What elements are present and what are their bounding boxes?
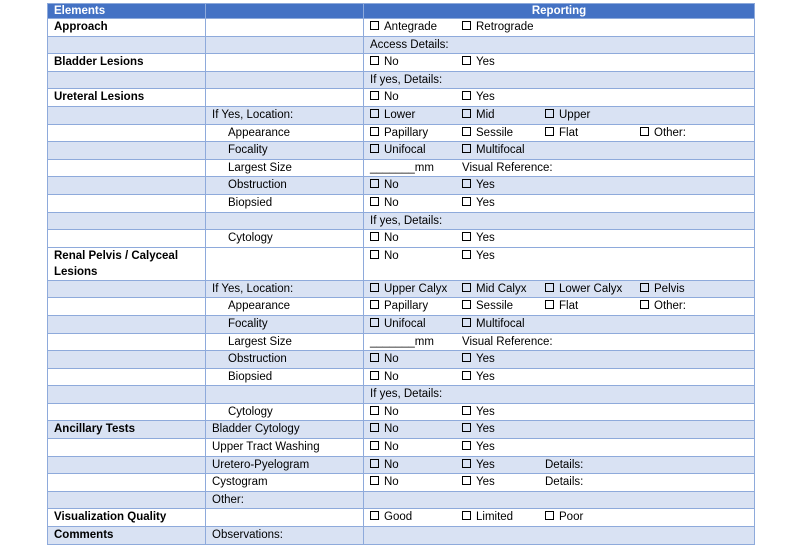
checkbox-option[interactable] xyxy=(370,248,399,264)
checkbox-option[interactable] xyxy=(370,177,399,193)
option-label: No xyxy=(384,405,399,418)
checkbox-option[interactable] xyxy=(370,107,415,123)
option-label: Visual Reference: xyxy=(462,161,553,174)
option-label: _______mm xyxy=(370,335,434,348)
element-name-cell xyxy=(48,456,206,474)
element-name-cell xyxy=(48,142,206,160)
option-label: Yes xyxy=(476,196,495,209)
reporting-cell xyxy=(364,54,755,72)
checkbox-icon[interactable] xyxy=(545,300,554,309)
checkbox-option[interactable] xyxy=(462,281,526,297)
option-label: Flat xyxy=(559,300,579,313)
option-label: _______mm xyxy=(370,161,434,174)
checkbox-icon[interactable] xyxy=(462,511,471,520)
option-label: Mid xyxy=(476,108,495,121)
reporting-cell xyxy=(364,36,755,54)
reporting-cell xyxy=(364,194,755,212)
option-label: If yes, Details: xyxy=(370,214,443,227)
table-row xyxy=(48,212,755,230)
sub-element-cell: Upper Tract Washing xyxy=(206,439,364,457)
element-name-cell xyxy=(48,315,206,333)
reporting-field-label xyxy=(545,457,583,473)
reporting-cell xyxy=(364,19,755,37)
reporting-cell xyxy=(364,368,755,386)
sub-element-cell: Focality xyxy=(206,142,364,160)
option-label: Yes xyxy=(476,353,495,366)
table-row xyxy=(48,159,755,177)
reporting-cell xyxy=(364,315,755,333)
sub-element-cell: Uretero-Pyelogram xyxy=(206,456,364,474)
table-row xyxy=(48,247,755,280)
reporting-field-label xyxy=(462,160,553,176)
sub-element-cell: Appearance xyxy=(206,124,364,142)
reporting-cell xyxy=(364,456,755,474)
option-label: Yes xyxy=(476,91,495,104)
checkbox-option[interactable] xyxy=(462,19,534,35)
option-label: No xyxy=(384,91,399,104)
checkbox-option[interactable] xyxy=(545,281,622,297)
checkbox-icon[interactable] xyxy=(462,91,471,100)
option-label: Yes xyxy=(476,476,495,489)
checkbox-icon[interactable] xyxy=(462,250,471,259)
reporting-cell xyxy=(364,474,755,492)
checkbox-option[interactable] xyxy=(462,404,495,420)
element-name-cell xyxy=(48,124,206,142)
table-row xyxy=(48,421,755,439)
checkbox-icon[interactable] xyxy=(640,127,649,136)
element-name-cell xyxy=(48,177,206,195)
checkbox-option[interactable] xyxy=(370,316,426,332)
checkbox-icon[interactable] xyxy=(462,300,471,309)
sub-element-cell: Biopsied xyxy=(206,368,364,386)
element-name-cell: Comments xyxy=(48,527,206,545)
reporting-cell xyxy=(364,159,755,177)
table-row xyxy=(48,386,755,404)
checkbox-icon[interactable] xyxy=(462,476,471,485)
option-label: Visual Reference: xyxy=(462,335,553,348)
table-row xyxy=(48,403,755,421)
reporting-cell xyxy=(364,333,755,351)
checkbox-icon[interactable] xyxy=(370,232,379,241)
reporting-cell xyxy=(364,106,755,124)
option-label: Yes xyxy=(476,179,495,192)
checkbox-option[interactable] xyxy=(545,509,583,525)
checkbox-option[interactable] xyxy=(370,474,399,490)
checkbox-option[interactable] xyxy=(640,281,685,297)
reporting-field-label xyxy=(370,334,434,350)
checkbox-icon[interactable] xyxy=(462,459,471,468)
sub-element-cell xyxy=(206,54,364,72)
checkbox-option[interactable] xyxy=(462,439,495,455)
reporting-cell xyxy=(364,212,755,230)
reporting-cell xyxy=(364,247,755,280)
option-label: No xyxy=(384,196,399,209)
checkbox-option[interactable] xyxy=(462,457,495,473)
option-label: No xyxy=(384,56,399,69)
element-name-cell xyxy=(48,71,206,89)
checkbox-icon[interactable] xyxy=(370,250,379,259)
checkbox-option[interactable] xyxy=(370,509,412,525)
reporting-cell xyxy=(364,403,755,421)
checkbox-option[interactable] xyxy=(370,421,399,437)
checkbox-icon[interactable] xyxy=(370,144,379,153)
checkbox-icon[interactable] xyxy=(462,21,471,30)
table-row xyxy=(48,527,755,545)
sub-element-cell xyxy=(206,509,364,527)
checkbox-icon[interactable] xyxy=(370,511,379,520)
checkbox-option[interactable] xyxy=(462,369,495,385)
option-label: Pelvis xyxy=(654,282,685,295)
table-row xyxy=(48,280,755,298)
table-row xyxy=(48,106,755,124)
element-name-cell xyxy=(48,212,206,230)
checkbox-icon[interactable] xyxy=(462,406,471,415)
option-label: Good xyxy=(384,511,413,524)
sub-element-cell: If Yes, Location: xyxy=(206,280,364,298)
table-row xyxy=(48,315,755,333)
option-label: Yes xyxy=(476,441,495,454)
sub-element-cell: Observations: xyxy=(206,527,364,545)
checkbox-option[interactable] xyxy=(370,54,399,70)
checkbox-icon[interactable] xyxy=(462,283,471,292)
sub-element-cell: Focality xyxy=(206,315,364,333)
reporting-cell xyxy=(364,177,755,195)
option-label: No xyxy=(384,353,399,366)
checkbox-icon[interactable] xyxy=(462,179,471,188)
checkbox-option[interactable] xyxy=(370,439,399,455)
reporting-cell xyxy=(364,71,755,89)
option-label: Multifocal xyxy=(476,317,525,330)
checkbox-icon[interactable] xyxy=(370,283,379,292)
reporting-field-label xyxy=(370,72,442,88)
option-label: No xyxy=(384,441,399,454)
table-row xyxy=(48,142,755,160)
checkbox-icon[interactable] xyxy=(370,476,379,485)
checkbox-icon[interactable] xyxy=(462,144,471,153)
checkbox-option[interactable] xyxy=(462,509,513,525)
sub-element-cell: Appearance xyxy=(206,298,364,316)
option-label: Unifocal xyxy=(384,317,426,330)
checkbox-option[interactable] xyxy=(462,89,495,105)
checkbox-icon[interactable] xyxy=(545,109,554,118)
checkbox-icon[interactable] xyxy=(462,197,471,206)
header-blank xyxy=(206,4,364,19)
option-label: Upper Calyx xyxy=(384,282,448,295)
checkbox-icon[interactable] xyxy=(370,459,379,468)
checkbox-option[interactable] xyxy=(462,195,495,211)
option-label: Multifocal xyxy=(476,144,525,157)
checkbox-option[interactable] xyxy=(370,404,399,420)
checkbox-icon[interactable] xyxy=(545,127,554,136)
sub-element-cell xyxy=(206,386,364,404)
option-label: No xyxy=(384,179,399,192)
checkbox-icon[interactable] xyxy=(370,318,379,327)
sub-element-cell: Largest Size xyxy=(206,333,364,351)
element-name-cell xyxy=(48,36,206,54)
element-name-cell xyxy=(48,474,206,492)
reporting-cell xyxy=(364,298,755,316)
reporting-field-label xyxy=(370,160,434,176)
option-label: No xyxy=(384,423,399,436)
option-label: Yes xyxy=(476,249,495,262)
checkbox-icon[interactable] xyxy=(462,423,471,432)
checkbox-option[interactable] xyxy=(462,142,525,158)
element-name-cell xyxy=(48,159,206,177)
element-name-cell xyxy=(48,368,206,386)
checkbox-icon[interactable] xyxy=(640,283,649,292)
checkbox-icon[interactable] xyxy=(370,371,379,380)
table-body xyxy=(48,19,755,545)
checkbox-icon[interactable] xyxy=(462,232,471,241)
reporting-cell xyxy=(364,351,755,369)
checkbox-option[interactable] xyxy=(462,125,513,141)
checkbox-option[interactable] xyxy=(545,107,590,123)
table-row xyxy=(48,298,755,316)
checkbox-option[interactable] xyxy=(545,125,578,141)
sub-element-cell xyxy=(206,71,364,89)
checkbox-option[interactable] xyxy=(370,19,437,35)
table-row xyxy=(48,474,755,492)
table-row xyxy=(48,230,755,248)
option-label: Other: xyxy=(654,300,686,313)
element-name-cell xyxy=(48,298,206,316)
option-label: Lower xyxy=(384,108,416,121)
checkbox-option[interactable] xyxy=(370,281,447,297)
option-label: Other: xyxy=(654,126,686,139)
checkbox-option[interactable] xyxy=(370,351,399,367)
sub-element-cell: Biopsied xyxy=(206,194,364,212)
option-label: Sessile xyxy=(476,300,514,313)
option-label: Yes xyxy=(476,370,495,383)
checkbox-option[interactable] xyxy=(462,298,513,314)
option-label: Unifocal xyxy=(384,144,426,157)
reporting-cell xyxy=(364,124,755,142)
option-label: Papillary xyxy=(384,126,429,139)
sub-element-cell: Cytology xyxy=(206,403,364,421)
option-label: Mid Calyx xyxy=(476,282,527,295)
element-name-cell: Ancillary Tests xyxy=(48,421,206,439)
option-label: Yes xyxy=(476,56,495,69)
checkbox-icon[interactable] xyxy=(462,441,471,450)
checkbox-icon[interactable] xyxy=(370,423,379,432)
element-name-cell xyxy=(48,230,206,248)
reporting-cell xyxy=(364,509,755,527)
table-row xyxy=(48,89,755,107)
checkbox-option[interactable] xyxy=(545,298,578,314)
element-name-cell xyxy=(48,403,206,421)
sub-element-cell xyxy=(206,19,364,37)
table-row xyxy=(48,509,755,527)
checkbox-option[interactable] xyxy=(370,125,428,141)
table-header-row xyxy=(48,4,755,19)
sub-element-cell: Cystogram xyxy=(206,474,364,492)
table-row xyxy=(48,368,755,386)
checkbox-option[interactable] xyxy=(462,230,495,246)
element-name-cell xyxy=(48,280,206,298)
element-name-cell: Ureteral Lesions xyxy=(48,89,206,107)
sub-element-cell: Cytology xyxy=(206,230,364,248)
option-label: Details: xyxy=(545,458,584,471)
reporting-field-label xyxy=(370,213,442,229)
table-row xyxy=(48,194,755,212)
checkbox-option[interactable] xyxy=(370,369,399,385)
element-name-cell: Approach xyxy=(48,19,206,37)
table-row xyxy=(48,124,755,142)
checkbox-option[interactable] xyxy=(370,298,428,314)
checkbox-option[interactable] xyxy=(370,142,426,158)
element-name-cell xyxy=(48,439,206,457)
element-name-cell: Renal Pelvis / Calyceal Lesions xyxy=(48,247,206,280)
reporting-field-label xyxy=(462,334,553,350)
option-label: No xyxy=(384,249,399,262)
checkbox-option[interactable] xyxy=(370,457,399,473)
reporting-cell xyxy=(364,421,755,439)
reporting-cell xyxy=(364,89,755,107)
checkbox-option[interactable] xyxy=(640,125,686,141)
table-row xyxy=(48,491,755,509)
checkbox-icon[interactable] xyxy=(370,127,379,136)
table-row xyxy=(48,439,755,457)
checkbox-icon[interactable] xyxy=(370,109,379,118)
option-label: Limited xyxy=(476,511,514,524)
option-label: Retrograde xyxy=(476,21,534,33)
reporting-cell xyxy=(364,386,755,404)
table-row xyxy=(48,71,755,89)
checkbox-option[interactable] xyxy=(370,230,399,246)
header-reporting: Reporting xyxy=(364,4,755,19)
table-row xyxy=(48,333,755,351)
reporting-field-label xyxy=(370,37,449,53)
option-label: Sessile xyxy=(476,126,514,139)
reporting-form-table xyxy=(47,3,755,545)
option-label: Poor xyxy=(559,511,584,524)
sub-element-cell: Largest Size xyxy=(206,159,364,177)
option-label: Lower Calyx xyxy=(559,282,623,295)
reporting-field-label xyxy=(545,474,583,490)
checkbox-icon[interactable] xyxy=(370,21,379,30)
sub-element-cell: Other: xyxy=(206,491,364,509)
checkbox-option[interactable] xyxy=(462,248,495,264)
option-label: No xyxy=(384,458,399,471)
reporting-cell xyxy=(364,230,755,248)
table-row xyxy=(48,19,755,37)
option-label: Flat xyxy=(559,126,579,139)
reporting-field-label xyxy=(370,386,442,402)
sub-element-cell xyxy=(206,247,364,280)
checkbox-icon[interactable] xyxy=(462,127,471,136)
checkbox-icon[interactable] xyxy=(545,283,554,292)
checkbox-icon[interactable] xyxy=(462,318,471,327)
option-label: Yes xyxy=(476,232,495,245)
element-name-cell xyxy=(48,194,206,212)
reporting-cell xyxy=(364,527,755,545)
table-row xyxy=(48,54,755,72)
checkbox-icon[interactable] xyxy=(370,179,379,188)
checkbox-option[interactable] xyxy=(462,54,495,70)
option-label: No xyxy=(384,232,399,245)
sub-element-cell: Obstruction xyxy=(206,177,364,195)
reporting-cell xyxy=(364,280,755,298)
checkbox-icon[interactable] xyxy=(462,353,471,362)
checkbox-option[interactable] xyxy=(370,195,399,211)
checkbox-option[interactable] xyxy=(640,298,686,314)
element-name-cell xyxy=(48,333,206,351)
table-row xyxy=(48,36,755,54)
checkbox-icon[interactable] xyxy=(370,56,379,65)
checkbox-icon[interactable] xyxy=(370,300,379,309)
checkbox-option[interactable] xyxy=(462,107,495,123)
checkbox-icon[interactable] xyxy=(370,197,379,206)
checkbox-option[interactable] xyxy=(462,316,525,332)
checkbox-option[interactable] xyxy=(462,421,495,437)
sub-element-cell xyxy=(206,36,364,54)
option-label: No xyxy=(384,476,399,489)
checkbox-option[interactable] xyxy=(462,474,495,490)
element-name-cell xyxy=(48,106,206,124)
option-label: Yes xyxy=(476,423,495,436)
checkbox-icon[interactable] xyxy=(370,353,379,362)
header-elements: Elements xyxy=(48,4,206,19)
checkbox-icon[interactable] xyxy=(370,91,379,100)
option-label: Antegrade xyxy=(384,21,438,33)
checkbox-option[interactable] xyxy=(462,351,495,367)
checkbox-icon[interactable] xyxy=(545,511,554,520)
option-label: Upper xyxy=(559,108,591,121)
option-label: Yes xyxy=(476,458,495,471)
checkbox-icon[interactable] xyxy=(640,300,649,309)
element-name-cell: Bladder Lesions xyxy=(48,54,206,72)
reporting-cell xyxy=(364,491,755,509)
reporting-cell xyxy=(364,142,755,160)
checkbox-icon[interactable] xyxy=(462,109,471,118)
element-name-cell xyxy=(48,386,206,404)
checkbox-icon[interactable] xyxy=(462,371,471,380)
checkbox-option[interactable] xyxy=(370,89,399,105)
checkbox-icon[interactable] xyxy=(370,441,379,450)
reporting-cell xyxy=(364,439,755,457)
option-label: Yes xyxy=(476,405,495,418)
checkbox-icon[interactable] xyxy=(462,56,471,65)
option-label: Access Details: xyxy=(370,38,449,51)
option-label: Papillary xyxy=(384,300,429,313)
element-name-cell xyxy=(48,491,206,509)
option-label: If yes, Details: xyxy=(370,388,443,401)
table-row xyxy=(48,456,755,474)
sub-element-cell xyxy=(206,212,364,230)
sub-element-cell xyxy=(206,89,364,107)
element-name-cell: Visualization Quality xyxy=(48,509,206,527)
element-name-cell xyxy=(48,351,206,369)
table-row xyxy=(48,351,755,369)
option-label: Details: xyxy=(545,476,584,489)
table-row xyxy=(48,177,755,195)
option-label: If yes, Details: xyxy=(370,73,443,86)
checkbox-option[interactable] xyxy=(462,177,495,193)
checkbox-icon[interactable] xyxy=(370,406,379,415)
sub-element-cell: Obstruction xyxy=(206,351,364,369)
sub-element-cell: Bladder Cytology xyxy=(206,421,364,439)
sub-element-cell: If Yes, Location: xyxy=(206,106,364,124)
option-label: No xyxy=(384,370,399,383)
